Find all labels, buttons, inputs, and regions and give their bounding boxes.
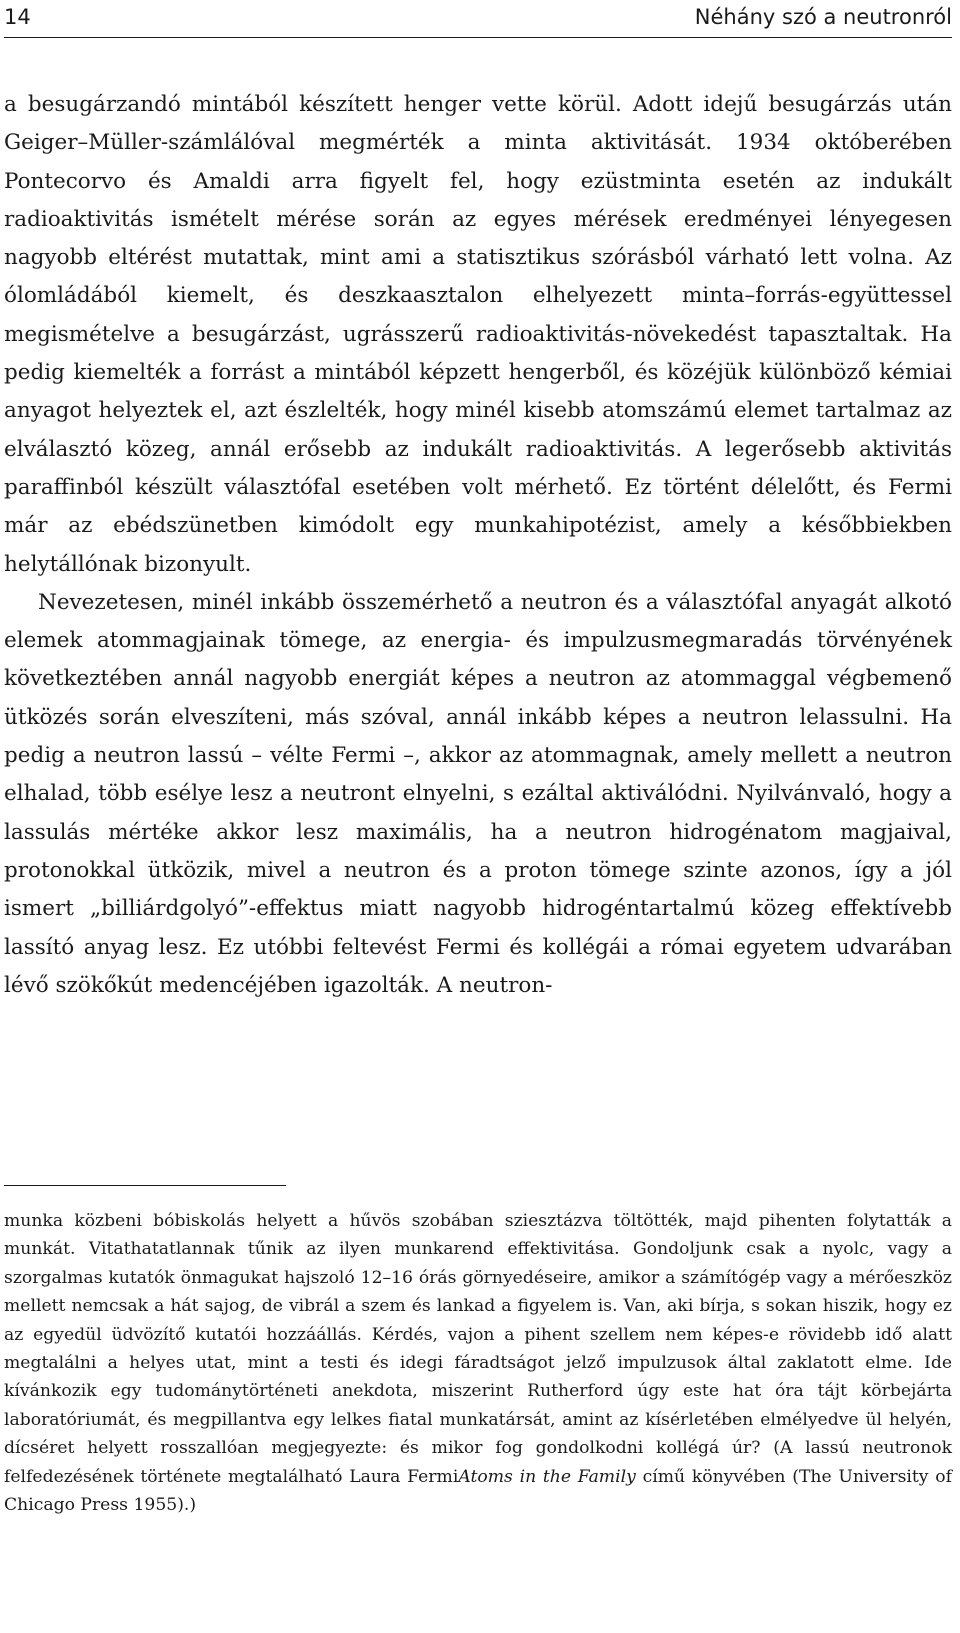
footnote-rule <box>4 1185 286 1186</box>
main-text <box>4 86 952 1005</box>
footnote-text-end: című könyvében (The University of Chicago Press 1955).) <box>4 1466 952 1516</box>
footnote <box>4 1207 952 1519</box>
paragraph-1: a besugárzandó mintából készített henger vette körül. Adott idejű besugárzás után Geiger–Müller-számlálóval megmérték a minta aktivitását. 1934 októberében Pontecorvo és Amaldi arra figyelt fel, hogy ezüstminta esetén az indukált radioaktivitás ismételt mérése során az egyes mérések eredményei lényegesen nagyobb eltérést mutattak, mint ami a statisztikus szórásból várható lett volna. Az ólomládából kiemelt, és deszkaasztalon elhelyezett minta–forrás-együttessel megismételve a besugárzást, ugrásszerű radioaktivitás-növekedést tapasztaltak. Ha pedig kiemelték a forrást a mintából képzett hengerből, és közéjük különböző kémiai anyagot helyeztek el, azt észlelték, hogy minél kisebb atomszámú elemet tartalmaz az elválasztó közeg, annál erősebb az indukált radioaktivitás. A legerősebb aktivitás paraffinból készült választófal esetében volt mérhető. Ez történt délelőtt, és Fermi már az ebédszünetben kimódolt egy munkahipotézist, amely a későbbiekben helytállónak bizonyult. <box>4 92 952 577</box>
running-title: Néhány szó a neutronról <box>694 5 952 29</box>
page-header <box>4 2 952 32</box>
footnote-text: munka közbeni bóbiskolás helyett a hűvös szobában sziesztázva töltötték, majd pihenten folytatták a munkát. Vitathatatlannak tűnik az ilyen munkarend effektivitása. Gondoljunk csak a nyolc, vagy a szorgalmas kutatók önmagukat hajszoló 12–16 órás görnyedéseire, amikor a számítógép vagy a mérőeszköz mellett nemcsak a hát sajog, de vibrál a szem és lankad a figyelem is. Van, aki bírja, s sokan hiszik, hogy ez az egyedül üdvözítő kutatói hozzáállás. Kérdés, vajon a pihent szellem nem képes-e rövidebb idő alatt megtalálni a helyes utat, mint a testi és idegi fáradtságot jelző impulzusok által zaklatott elme. Ide kívánkozik egy tudománytörténeti anekdota, miszerint Rutherford úgy este hat óra tájt körbejárta laboratóriumát, és megpillantva egy lelkes fiatal munkatársát, amint az kísérletében elmélyedve ül helyén, dícséret helyett rosszallóan megjegyezte: és mikor fog gondolkodni kollégá úr? (A lassú neutronok felfedezésének története megtalálható Laura Fermi <box>4 1211 952 1487</box>
header-rule <box>4 37 952 38</box>
paragraph-2: Nevezetesen, minél inkább összemérhető a neutron és a választófal anyagát alkotó elemek atommagjainak tömege, az energia- és impulzusmegmaradás törvényének következtében annál nagyobb energiát képes a neutron az atommaggal végbemenő ütközés során elveszíteni, más szóval, annál inkább képes a neutron lelassulni. Ha pedig a neutron lassú – vélte Fermi –, akkor az atommagnak, amely mellett a neutron elhalad, több esélye lesz a neutront elnyelni, s ezáltal aktiválódni. Nyilvánvaló, hogy a lassulás mértéke akkor lesz maximális, ha a neutron hidrogénatom magjaival, protonokkal ütközik, mivel a neutron és a proton tömege szinte azonos, így a jól ismert „billiárdgolyó”-effektus miatt nagyobb hidrogéntartalmú közeg effektívebb lassító anyag lesz. Ez utóbbi feltevést Fermi és kollégái a római egyetem udvarában lévő szökőkút medencéjében igazolták. A neutron- <box>4 589 952 998</box>
page-number: 14 <box>4 5 31 29</box>
footnote-book-title: Atoms in the Family <box>458 1466 636 1487</box>
footnote-paragraph <box>4 1207 952 1519</box>
